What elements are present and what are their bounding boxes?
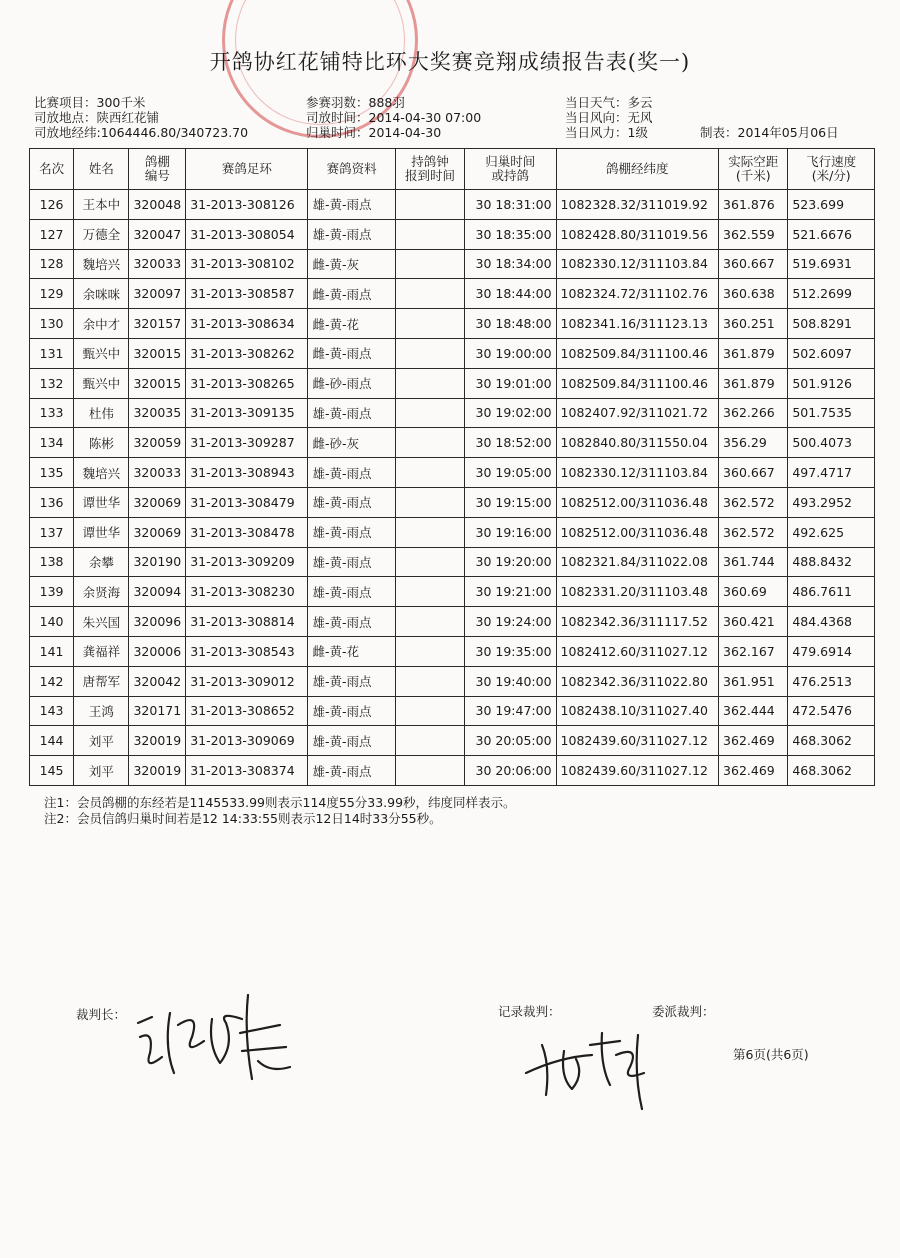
cell-rank: 140: [30, 607, 74, 637]
table-row: [30, 428, 875, 458]
recorder-referee-label: 记录裁判：: [498, 1004, 561, 1019]
cell-clock-time: [395, 428, 464, 458]
cell-rank: 130: [30, 309, 74, 339]
cell-bird-info: 雄-黄-雨点: [308, 547, 395, 577]
header-name: 姓名: [74, 149, 129, 190]
cell-name: 刘平: [74, 726, 129, 756]
cell-ring-number: 31-2013-308230: [186, 577, 308, 607]
cell-ring-number: 31-2013-308587: [186, 279, 308, 309]
cell-name: 刘平: [74, 756, 129, 786]
cell-rank: 136: [30, 487, 74, 517]
cell-clock-time: [395, 279, 464, 309]
table-row: [30, 398, 875, 428]
made-date: 制表：2014年05月06日: [700, 125, 839, 140]
table-body: [30, 190, 875, 786]
cell-distance: 360.638: [719, 279, 788, 309]
cell-return-time: 30 19:02:00: [465, 398, 556, 428]
cell-rank: 135: [30, 458, 74, 488]
cell-ring-number: 31-2013-309135: [186, 398, 308, 428]
header-loft-coordinates: 鸽棚经纬度: [556, 149, 719, 190]
cell-bird-info: 雌-黄-雨点: [308, 279, 395, 309]
header-clock-time: 持鸽钟 报到时间: [395, 149, 464, 190]
cell-return-time: 30 19:47:00: [465, 696, 556, 726]
meta-right: [565, 95, 653, 140]
cell-loft-id: 320019: [129, 726, 186, 756]
page-number: 第6页(共6页): [733, 1047, 809, 1062]
cell-return-time: 30 19:01:00: [465, 368, 556, 398]
release-location: 司放地点：陕西红花铺: [34, 110, 160, 125]
cell-loft-id: 320006: [129, 636, 186, 666]
cell-return-time: 30 18:35:00: [465, 219, 556, 249]
meta-left: [34, 95, 248, 140]
cell-speed: 497.4717: [788, 458, 875, 488]
table-row: [30, 458, 875, 488]
cell-bird-info: 雄-黄-雨点: [308, 398, 395, 428]
cell-return-time: 30 18:48:00: [465, 309, 556, 339]
header-ring-number: 赛鸽足环: [186, 149, 308, 190]
cell-bird-info: 雄-黄-雨点: [308, 458, 395, 488]
meta-middle: [306, 95, 481, 140]
cell-loft-id: 320035: [129, 398, 186, 428]
cell-return-time: 30 18:52:00: [465, 428, 556, 458]
cell-speed: 479.6914: [788, 636, 875, 666]
cell-loft-coordinates: 1082439.60/311027.12: [556, 756, 719, 786]
cell-speed: 476.2513: [788, 666, 875, 696]
cell-rank: 138: [30, 547, 74, 577]
cell-distance: 361.879: [719, 368, 788, 398]
cell-speed: 486.7611: [788, 577, 875, 607]
cell-loft-coordinates: 1082512.00/311036.48: [556, 487, 719, 517]
cell-bird-info: 雄-黄-雨点: [308, 696, 395, 726]
cell-distance: 362.444: [719, 696, 788, 726]
cell-ring-number: 31-2013-309209: [186, 547, 308, 577]
cell-distance: 361.879: [719, 338, 788, 368]
cell-clock-time: [395, 219, 464, 249]
cell-distance: 361.876: [719, 190, 788, 220]
cell-name: 余攀: [74, 547, 129, 577]
cell-ring-number: 31-2013-308126: [186, 190, 308, 220]
recorder-referee-signature: [520, 1015, 670, 1115]
cell-loft-id: 320097: [129, 279, 186, 309]
header-bird-info: 赛鸽资料: [308, 149, 395, 190]
cell-loft-id: 320190: [129, 547, 186, 577]
cell-rank: 139: [30, 577, 74, 607]
cell-speed: 492.625: [788, 517, 875, 547]
cell-name: 余中才: [74, 309, 129, 339]
cell-loft-id: 320047: [129, 219, 186, 249]
cell-speed: 501.7535: [788, 398, 875, 428]
cell-name: 谭世华: [74, 487, 129, 517]
table-row: [30, 309, 875, 339]
cell-clock-time: [395, 756, 464, 786]
cell-ring-number: 31-2013-309012: [186, 666, 308, 696]
cell-clock-time: [395, 696, 464, 726]
cell-speed: 484.4368: [788, 607, 875, 637]
cell-return-time: 30 19:15:00: [465, 487, 556, 517]
cell-loft-id: 320015: [129, 368, 186, 398]
cell-speed: 521.6676: [788, 219, 875, 249]
cell-clock-time: [395, 338, 464, 368]
cell-name: 陈彬: [74, 428, 129, 458]
cell-speed: 502.6097: [788, 338, 875, 368]
cell-rank: 132: [30, 368, 74, 398]
cell-distance: 360.667: [719, 458, 788, 488]
cell-distance: 362.167: [719, 636, 788, 666]
cell-loft-coordinates: 1082328.32/311019.92: [556, 190, 719, 220]
cell-name: 余贤海: [74, 577, 129, 607]
cell-ring-number: 31-2013-308814: [186, 607, 308, 637]
entry-count: 参赛羽数：888羽: [306, 95, 405, 110]
cell-return-time: 30 20:06:00: [465, 756, 556, 786]
cell-return-time: 30 20:05:00: [465, 726, 556, 756]
cell-rank: 142: [30, 666, 74, 696]
cell-distance: 360.667: [719, 249, 788, 279]
cell-loft-coordinates: 1082439.60/311027.12: [556, 726, 719, 756]
table-row: [30, 487, 875, 517]
cell-clock-time: [395, 309, 464, 339]
cell-return-time: 30 19:24:00: [465, 607, 556, 637]
header-return-time: 归巢时间 或持鸽: [465, 149, 556, 190]
cell-clock-time: [395, 190, 464, 220]
cell-bird-info: 雌-砂-雨点: [308, 368, 395, 398]
cell-ring-number: 31-2013-308262: [186, 338, 308, 368]
cell-loft-id: 320157: [129, 309, 186, 339]
cell-clock-time: [395, 607, 464, 637]
table-row: [30, 279, 875, 309]
chief-referee-signature: [130, 975, 310, 1090]
cell-loft-coordinates: 1082324.72/311102.76: [556, 279, 719, 309]
delegate-referee-label: 委派裁判：: [652, 1004, 715, 1019]
cell-loft-coordinates: 1082330.12/311103.84: [556, 458, 719, 488]
cell-loft-id: 320015: [129, 338, 186, 368]
cell-name: 王鸿: [74, 696, 129, 726]
cell-name: 魏培兴: [74, 458, 129, 488]
results-table: [29, 148, 875, 786]
cell-name: 余咪咪: [74, 279, 129, 309]
cell-ring-number: 31-2013-308634: [186, 309, 308, 339]
cell-loft-coordinates: 1082342.36/311022.80: [556, 666, 719, 696]
cell-distance: 362.469: [719, 756, 788, 786]
cell-loft-id: 320171: [129, 696, 186, 726]
cell-return-time: 30 18:44:00: [465, 279, 556, 309]
cell-bird-info: 雄-黄-雨点: [308, 517, 395, 547]
cell-bird-info: 雄-黄-雨点: [308, 726, 395, 756]
cell-clock-time: [395, 666, 464, 696]
cell-speed: 488.8432: [788, 547, 875, 577]
cell-rank: 143: [30, 696, 74, 726]
race-item: 比赛项目：300千米: [34, 95, 146, 110]
table-row: [30, 696, 875, 726]
header-loft-id: 鸽棚 编号: [129, 149, 186, 190]
table-row: [30, 726, 875, 756]
cell-rank: 141: [30, 636, 74, 666]
cell-name: 魏培兴: [74, 249, 129, 279]
cell-bird-info: 雄-黄-雨点: [308, 577, 395, 607]
cell-ring-number: 31-2013-309069: [186, 726, 308, 756]
table-row: [30, 547, 875, 577]
cell-name: 朱兴国: [74, 607, 129, 637]
wind-direction: 当日风向：无风: [565, 110, 653, 125]
notes: [44, 795, 516, 827]
weather: 当日天气：多云: [565, 95, 653, 110]
cell-speed: 512.2699: [788, 279, 875, 309]
cell-loft-coordinates: 1082330.12/311103.84: [556, 249, 719, 279]
cell-loft-id: 320094: [129, 577, 186, 607]
cell-ring-number: 31-2013-308478: [186, 517, 308, 547]
cell-name: 甄兴中: [74, 368, 129, 398]
cell-loft-coordinates: 1082509.84/311100.46: [556, 338, 719, 368]
cell-speed: 468.3062: [788, 726, 875, 756]
cell-bird-info: 雌-黄-灰: [308, 249, 395, 279]
cell-return-time: 30 19:16:00: [465, 517, 556, 547]
cell-name: 唐帮军: [74, 666, 129, 696]
table-row: [30, 517, 875, 547]
cell-loft-coordinates: 1082428.80/311019.56: [556, 219, 719, 249]
cell-return-time: 30 19:05:00: [465, 458, 556, 488]
cell-loft-id: 320019: [129, 756, 186, 786]
cell-loft-id: 320033: [129, 249, 186, 279]
header-row: [30, 149, 875, 190]
table-row: [30, 219, 875, 249]
table-row: [30, 636, 875, 666]
cell-ring-number: 31-2013-308652: [186, 696, 308, 726]
chief-referee-label: 裁判长：: [76, 1007, 127, 1022]
cell-ring-number: 31-2013-308054: [186, 219, 308, 249]
release-time: 司放时间：2014-04-30 07:00: [306, 110, 482, 125]
cell-return-time: 30 18:34:00: [465, 249, 556, 279]
note-2: 注2：会员信鸽归巢时间若是12 14:33:55则表示12日14时33分55秒。: [44, 811, 442, 826]
cell-name: 王本中: [74, 190, 129, 220]
cell-return-time: 30 19:40:00: [465, 666, 556, 696]
cell-loft-coordinates: 1082321.84/311022.08: [556, 547, 719, 577]
cell-loft-id: 320033: [129, 458, 186, 488]
header-speed: 飞行速度 (米/分): [788, 149, 875, 190]
cell-return-time: 30 19:20:00: [465, 547, 556, 577]
cell-rank: 133: [30, 398, 74, 428]
header-distance: 实际空距 (千米): [719, 149, 788, 190]
cell-name: 甄兴中: [74, 338, 129, 368]
cell-rank: 129: [30, 279, 74, 309]
cell-ring-number: 31-2013-308543: [186, 636, 308, 666]
cell-ring-number: 31-2013-308102: [186, 249, 308, 279]
cell-rank: 126: [30, 190, 74, 220]
cell-rank: 144: [30, 726, 74, 756]
cell-return-time: 30 19:35:00: [465, 636, 556, 666]
cell-name: 万德全: [74, 219, 129, 249]
cell-loft-id: 320048: [129, 190, 186, 220]
cell-name: 杜伟: [74, 398, 129, 428]
cell-bird-info: 雄-黄-雨点: [308, 190, 395, 220]
cell-rank: 145: [30, 756, 74, 786]
cell-speed: 508.8291: [788, 309, 875, 339]
header-rank: 名次: [30, 149, 74, 190]
cell-bird-info: 雌-黄-雨点: [308, 338, 395, 368]
cell-rank: 131: [30, 338, 74, 368]
cell-bird-info: 雄-黄-雨点: [308, 666, 395, 696]
cell-bird-info: 雌-黄-花: [308, 309, 395, 339]
cell-bird-info: 雄-黄-雨点: [308, 756, 395, 786]
cell-distance: 362.266: [719, 398, 788, 428]
cell-clock-time: [395, 368, 464, 398]
cell-loft-coordinates: 1082509.84/311100.46: [556, 368, 719, 398]
cell-loft-coordinates: 1082331.20/311103.48: [556, 577, 719, 607]
table-row: [30, 338, 875, 368]
cell-loft-id: 320059: [129, 428, 186, 458]
cell-distance: 361.744: [719, 547, 788, 577]
report-title: 开鸽协红花铺特比环大奖赛竞翔成绩报告表(奖一): [209, 50, 691, 74]
cell-clock-time: [395, 458, 464, 488]
cell-ring-number: 31-2013-309287: [186, 428, 308, 458]
table-row: [30, 666, 875, 696]
cell-return-time: 30 19:21:00: [465, 577, 556, 607]
cell-rank: 128: [30, 249, 74, 279]
cell-loft-coordinates: 1082342.36/311117.52: [556, 607, 719, 637]
cell-ring-number: 31-2013-308479: [186, 487, 308, 517]
cell-clock-time: [395, 636, 464, 666]
cell-loft-coordinates: 1082840.80/311550.04: [556, 428, 719, 458]
note-1: 注1：会员鸽棚的东经若是1145533.99则表示114度55分33.99秒，纬度同样表示。: [44, 795, 516, 810]
cell-distance: 360.69: [719, 577, 788, 607]
cell-clock-time: [395, 398, 464, 428]
cell-rank: 134: [30, 428, 74, 458]
cell-rank: 127: [30, 219, 74, 249]
table-row: [30, 756, 875, 786]
cell-bird-info: 雌-黄-花: [308, 636, 395, 666]
cell-loft-id: 320069: [129, 487, 186, 517]
cell-speed: 468.3062: [788, 756, 875, 786]
cell-loft-id: 320096: [129, 607, 186, 637]
cell-speed: 500.4073: [788, 428, 875, 458]
cell-speed: 501.9126: [788, 368, 875, 398]
cell-loft-coordinates: 1082341.16/311123.13: [556, 309, 719, 339]
cell-distance: 356.29: [719, 428, 788, 458]
table-row: [30, 368, 875, 398]
cell-bird-info: 雄-黄-雨点: [308, 219, 395, 249]
cell-ring-number: 31-2013-308374: [186, 756, 308, 786]
wind-force: 当日风力：1级: [565, 125, 648, 140]
cell-loft-id: 320042: [129, 666, 186, 696]
cell-distance: 360.251: [719, 309, 788, 339]
cell-speed: 523.699: [788, 190, 875, 220]
cell-return-time: 30 18:31:00: [465, 190, 556, 220]
cell-loft-coordinates: 1082412.60/311027.12: [556, 636, 719, 666]
cell-loft-coordinates: 1082407.92/311021.72: [556, 398, 719, 428]
cell-distance: 360.421: [719, 607, 788, 637]
cell-ring-number: 31-2013-308943: [186, 458, 308, 488]
cell-clock-time: [395, 726, 464, 756]
table-row: [30, 190, 875, 220]
cell-clock-time: [395, 487, 464, 517]
cell-clock-time: [395, 517, 464, 547]
cell-clock-time: [395, 577, 464, 607]
release-coordinates: 司放地经纬:1064446.80/340723.70: [34, 125, 249, 140]
cell-ring-number: 31-2013-308265: [186, 368, 308, 398]
cell-name: 谭世华: [74, 517, 129, 547]
cell-name: 龚福祥: [74, 636, 129, 666]
cell-speed: 519.6931: [788, 249, 875, 279]
cell-speed: 472.5476: [788, 696, 875, 726]
cell-clock-time: [395, 547, 464, 577]
cell-bird-info: 雌-砂-灰: [308, 428, 395, 458]
table-row: [30, 577, 875, 607]
cell-bird-info: 雄-黄-雨点: [308, 607, 395, 637]
table-row: [30, 607, 875, 637]
cell-distance: 362.572: [719, 487, 788, 517]
cell-speed: 493.2952: [788, 487, 875, 517]
cell-distance: 362.572: [719, 517, 788, 547]
cell-rank: 137: [30, 517, 74, 547]
cell-distance: 362.559: [719, 219, 788, 249]
cell-bird-info: 雄-黄-雨点: [308, 487, 395, 517]
cell-distance: 362.469: [719, 726, 788, 756]
cell-return-time: 30 19:00:00: [465, 338, 556, 368]
cell-loft-id: 320069: [129, 517, 186, 547]
cell-loft-coordinates: 1082512.00/311036.48: [556, 517, 719, 547]
cell-distance: 361.951: [719, 666, 788, 696]
cell-loft-coordinates: 1082438.10/311027.40: [556, 696, 719, 726]
table-row: [30, 249, 875, 279]
return-date: 归巢时间：2014-04-30: [306, 125, 442, 140]
cell-clock-time: [395, 249, 464, 279]
